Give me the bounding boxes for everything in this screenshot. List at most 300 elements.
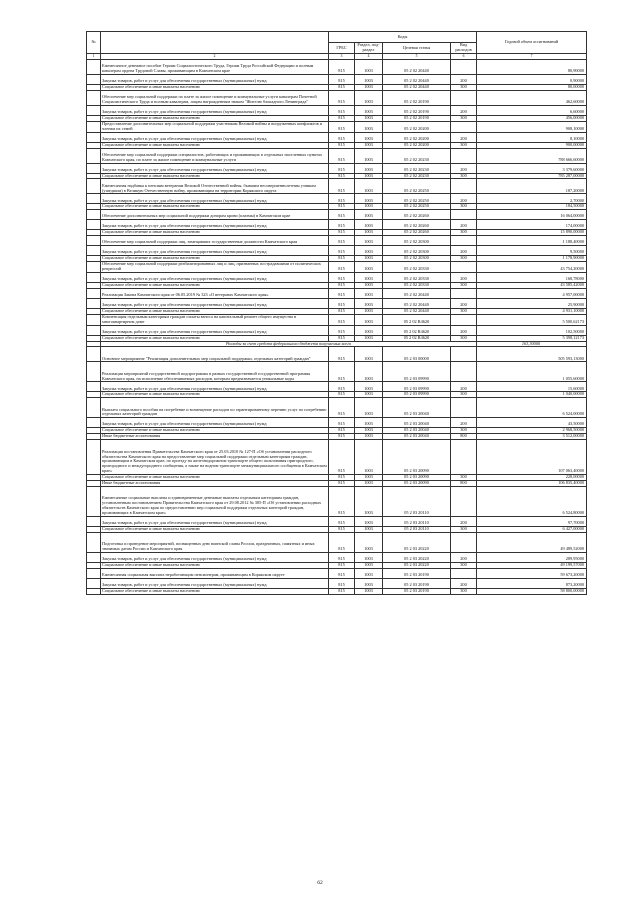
- cell-number: [87, 532, 101, 552]
- cell-expense-type: [451, 262, 477, 273]
- cell-name: Обеспечение мер социальной поддержки по плате за жилое помещение и коммунальные услуги кавалерам Почетной Социалистического Труда и полным кавалерам, лицам награжденным знаком "Жителю блокадного Ленинграда": [101, 90, 329, 105]
- cell-name: Реализация Закона Камчатского края от 06.05.2019 № 323 «О ветеранах Камчатского края»: [101, 288, 329, 298]
- cell-target-item: 05 2 03 20190: [383, 578, 451, 588]
- table-row: [87, 532, 587, 552]
- cell-razdel: 1003: [355, 194, 383, 204]
- cell-razdel: 1003: [355, 179, 383, 194]
- table-row: [87, 220, 587, 230]
- cell-grbs: 815: [329, 230, 355, 236]
- cell-amount: 16 064,00000: [477, 210, 587, 220]
- cell-amount: 1 188,40000: [477, 236, 587, 246]
- cell-target-item: 05 2 02 R4620: [383, 325, 451, 335]
- cell-grbs: 815: [329, 236, 355, 246]
- cell-target-item: 05 2 02 20440: [383, 85, 451, 91]
- cell-grbs: 815: [329, 85, 355, 91]
- cell-name: Обеспечение дополнительных мер социальной поддержки донорам крови (плазмы) в Камчатском крае: [101, 210, 329, 220]
- cell-expense-type: [451, 486, 477, 516]
- table-row: [87, 75, 587, 85]
- table-row: [87, 298, 587, 308]
- cell-target-item: 05 2 02 20440: [383, 75, 451, 85]
- cell-amount: 505 593,13000: [477, 347, 587, 362]
- cell-expense-type: [451, 121, 477, 132]
- cell-razdel: 1003: [355, 475, 383, 481]
- cell-target-item: 05 2 02 20230: [383, 163, 451, 173]
- cell-target-item: 05 2 03 20090: [383, 475, 451, 481]
- cell-expense-type: 800: [451, 481, 477, 487]
- cell-grbs: 815: [329, 325, 355, 335]
- cell-target-item: 05 2 02 20230: [383, 173, 451, 179]
- cell-expense-type: 300: [451, 308, 477, 314]
- cell-expense-type: [451, 179, 477, 194]
- cell-number: [87, 325, 101, 335]
- cell-grbs: 815: [329, 516, 355, 526]
- cell-target-item: 05 2 03 20220: [383, 562, 451, 568]
- cell-target-item: 05 2 03 00000: [383, 347, 451, 362]
- table-row: [87, 347, 587, 362]
- cell-expense-type: 200: [451, 163, 477, 173]
- cell-razdel: 1003: [355, 272, 383, 282]
- cell-name: Социальное обеспечение и иные выплаты населению: [101, 173, 329, 179]
- cell-name: Закупка товаров, работ и услуг для обеспечения государственных (муниципальных) нужд: [101, 325, 329, 335]
- table-row: [87, 90, 587, 105]
- cell-expense-type: 200: [451, 246, 477, 256]
- cell-number: [87, 75, 101, 85]
- cell-grbs: 815: [329, 282, 355, 288]
- cell-razdel: 1003: [355, 578, 383, 588]
- cell-number: [87, 362, 101, 382]
- budget-table-sheet: [86, 31, 586, 595]
- cell-razdel: 1003: [355, 115, 383, 121]
- cell-target-item: 05 2 02 20230: [383, 148, 451, 163]
- cell-target-item: 05 2 02 20330: [383, 272, 451, 282]
- cell-name: Ежемесячная надбавка к пенсиям ветеранам Великой Отечественной войны, бывшим несовершеннолетним узникам (ушедшим) в Великую Отечественную войну, проживающим на территории Корякского округа: [101, 179, 329, 194]
- cell-grbs: 815: [329, 440, 355, 475]
- cell-number: [87, 398, 101, 418]
- cell-name: Реализация мероприятий государственной подпрограммы в рамках государственной государственной программы Камчатского края, на исполнение обеспечиваемых расходов, которым предназначается уникальные коды: [101, 362, 329, 382]
- cell-number: [87, 90, 101, 105]
- table-row: [87, 163, 587, 173]
- cell-number: [87, 568, 101, 578]
- cell-target-item: 05 2 02 20260: [383, 210, 451, 220]
- cell-expense-type: 300: [451, 85, 477, 91]
- cell-name: Закупка товаров, работ и услуг для обеспечения государственных (муниципальных) нужд: [101, 163, 329, 173]
- table-row: [87, 362, 587, 382]
- cell-razdel: 1003: [355, 325, 383, 335]
- cell-razdel: 1003: [355, 552, 383, 562]
- cell-expense-type: 200: [451, 194, 477, 204]
- cell-expense-type: 300: [451, 428, 477, 434]
- table-row: [87, 552, 587, 562]
- cell-name: Закупка товаров, работ и услуг для обеспечения государственных (муниципальных) нужд: [101, 105, 329, 115]
- cell-number: [87, 440, 101, 475]
- cell-name: Социальное обеспечение и иные выплаты населению: [101, 526, 329, 532]
- cell-grbs: 815: [329, 60, 355, 75]
- cell-target-item: 05 2 02 R4620: [383, 335, 451, 341]
- cell-number: [87, 588, 101, 594]
- cell-razdel: 1003: [355, 262, 383, 273]
- cell-target-item: 05 2 03 20190: [383, 588, 451, 594]
- header-number: №: [87, 32, 101, 54]
- table-row: [87, 105, 587, 115]
- cell-amount: 43 585,42000: [477, 282, 587, 288]
- cell-target-item: 05 2 02 R4620: [383, 314, 451, 325]
- table-row: [87, 568, 587, 578]
- cell-amount: 1 040,00000: [477, 392, 587, 398]
- cell-amount: 228,00000: [477, 475, 587, 481]
- cell-amount: 2,70000: [477, 194, 587, 204]
- cell-expense-type: [451, 90, 477, 105]
- cell-target-item: 05 2 03 20110: [383, 516, 451, 526]
- cell-name: Ежемесячные социальные выплаты и единовременные денежные выплаты отдельным категориям граждан, установленным постановлением Правительства Камчатского края от 29.08.2012 № 385-П «Об установлении расходных обязательств Камчатского края по предоставлению мер социальной поддержки отдельных категорий граждан, проживающих в Камчатском крае»: [101, 486, 329, 516]
- cell-number: [87, 516, 101, 526]
- cell-number: [87, 552, 101, 562]
- cell-amount: 6 427,00000: [477, 526, 587, 532]
- cell-name: Социальное обеспечение и иные выплаты населению: [101, 115, 329, 121]
- cell-grbs: 815: [329, 568, 355, 578]
- cell-amount: 462,60000: [477, 90, 587, 105]
- cell-expense-type: 300: [451, 173, 477, 179]
- cell-target-item: 05 2 02 20250: [383, 194, 451, 204]
- table-row: [87, 440, 587, 475]
- cell-amount: 1 055,60000: [477, 362, 587, 382]
- cell-grbs: 815: [329, 347, 355, 362]
- cell-expense-type: 300: [451, 204, 477, 210]
- cell-target-item: 05 2 03 09990: [383, 392, 451, 398]
- table-row: [87, 578, 587, 588]
- cell-number: [87, 272, 101, 282]
- cell-razdel: 1003: [355, 90, 383, 105]
- table-row: [87, 236, 587, 246]
- cell-target-item: 05 2 02 20330: [383, 262, 451, 273]
- cell-amount: 456,00000: [477, 115, 587, 121]
- table-row: [87, 588, 587, 594]
- cell-expense-type: 200: [451, 105, 477, 115]
- cell-name: Социальное обеспечение и иные выплаты населению: [101, 204, 329, 210]
- cell-number: [87, 121, 101, 132]
- cell-grbs: 815: [329, 246, 355, 256]
- cell-amount: 15 890,00000: [477, 230, 587, 236]
- cell-grbs: 815: [329, 132, 355, 142]
- cell-amount: 49 489,52000: [477, 532, 587, 552]
- cell-amount: 25,90000: [477, 298, 587, 308]
- cell-target-item: 05 2 02 20190: [383, 90, 451, 105]
- cell-name: Закупка товаров, работ и услуг для обеспечения государственных (муниципальных) нужд: [101, 220, 329, 230]
- cell-razdel: 1003: [355, 428, 383, 434]
- cell-name: Закупка товаров, работ и услуг для обеспечения государственных (муниципальных) нужд: [101, 552, 329, 562]
- cell-expense-type: 300: [451, 230, 477, 236]
- cell-razdel: 1003: [355, 220, 383, 230]
- cell-target-item: 05 2 02 20200: [383, 142, 451, 148]
- cell-grbs: 815: [329, 142, 355, 148]
- cell-name: Иные бюджетные ассигнования: [101, 434, 329, 440]
- cell-name: Обеспечение мер социальной поддержки лиц, замещавших государственные должности Камчатского края: [101, 236, 329, 246]
- cell-name: Социальное обеспечение и иные выплаты населению: [101, 392, 329, 398]
- cell-amount: 43,50000: [477, 418, 587, 428]
- cell-name: Социальное обеспечение и иные выплаты населению: [101, 85, 329, 91]
- cell-target-item: 05 2 02 20300: [383, 256, 451, 262]
- cell-expense-type: 200: [451, 516, 477, 526]
- cell-grbs: 815: [329, 288, 355, 298]
- cell-amount: 49 199,57000: [477, 562, 587, 568]
- cell-expense-type: 200: [451, 382, 477, 392]
- cell-grbs: 815: [329, 210, 355, 220]
- cell-target-item: 05 2 03 20090: [383, 481, 451, 487]
- cell-name: Иные бюджетные ассигнования: [101, 481, 329, 487]
- cell-name: Подготовка и проведение мероприятий, посвященных дню воинской славы России, праздничных, памятных и иных значимых датам России и Камчатского края: [101, 532, 329, 552]
- cell-target-item: 05 2 02 20260: [383, 220, 451, 230]
- cell-amount: 0,90000: [477, 75, 587, 85]
- cell-expense-type: [451, 148, 477, 163]
- table-row: [87, 148, 587, 163]
- table-row: [87, 288, 587, 298]
- cell-target-item: 05 2 02 20300: [383, 236, 451, 246]
- cell-name: Социальное обеспечение и иные выплаты населению: [101, 308, 329, 314]
- cell-name: Социальное обеспечение и иные выплаты населению: [101, 562, 329, 568]
- cell-expense-type: 200: [451, 578, 477, 588]
- cell-amount: 1 178,90000: [477, 256, 587, 262]
- cell-target-item: 05 2 02 20190: [383, 105, 451, 115]
- cell-expense-type: 200: [451, 220, 477, 230]
- table-row: [87, 179, 587, 194]
- cell-name: Социальное обеспечение и иные выплаты населению: [101, 428, 329, 434]
- cell-razdel: 1003: [355, 246, 383, 256]
- cell-grbs: 815: [329, 173, 355, 179]
- cell-amount: 102,50000: [477, 325, 587, 335]
- cell-expense-type: 300: [451, 282, 477, 288]
- cell-number: [87, 210, 101, 220]
- cell-razdel: 1003: [355, 105, 383, 115]
- cell-razdel: 1003: [355, 532, 383, 552]
- cell-grbs: 815: [329, 362, 355, 382]
- cell-amount: 163,30000: [477, 341, 587, 347]
- cell-amount: 9,50000: [477, 246, 587, 256]
- cell-target-item: 05 2 02 20200: [383, 121, 451, 132]
- cell-expense-type: [451, 210, 477, 220]
- cell-name: Закупка товаров, работ и услуг для обеспечения государственных (муниципальных) нужд: [101, 298, 329, 308]
- cell-target-item: 05 2 03 20040: [383, 434, 451, 440]
- cell-target-item: 05 2 03 20040: [383, 428, 451, 434]
- cell-amount: 5 398,12173: [477, 335, 587, 341]
- cell-grbs: 815: [329, 90, 355, 105]
- cell-expense-type: 200: [451, 418, 477, 428]
- cell-expense-type: [451, 288, 477, 298]
- cell-target-item: 05 2 02 20190: [383, 115, 451, 121]
- cell-amount: 785 287,00000: [477, 173, 587, 179]
- cell-grbs: 815: [329, 75, 355, 85]
- cell-number: [87, 163, 101, 173]
- cell-name: Закупка товаров, работ и услуг для обеспечения государственных (муниципальных) нужд: [101, 418, 329, 428]
- cell-razdel: 1003: [355, 588, 383, 594]
- cell-expense-type: 300: [451, 475, 477, 481]
- cell-razdel: 1003: [355, 256, 383, 262]
- budget-table: [86, 31, 587, 595]
- cell-number: [87, 347, 101, 362]
- cell-name: Ежемесячная социальная выплата неработающим пенсионерам, проживающим в Корякском округе: [101, 568, 329, 578]
- cell-name: Обеспечение мер социальной поддержки специалистов, работающих и проживающих в отдельных населенных пунктах Камчатского края, по плате за жилое помещение и коммунальные услуги: [101, 148, 329, 163]
- cell-number: [87, 314, 101, 325]
- cell-target-item: 05 2 02 20200: [383, 132, 451, 142]
- cell-name: Закупка товаров, работ и услуг для обеспечения государственных (муниципальных) нужд: [101, 194, 329, 204]
- cell-expense-type: [451, 440, 477, 475]
- cell-grbs: 815: [329, 526, 355, 532]
- cell-expense-type: [451, 362, 477, 382]
- header-target-item: Целевая статья: [383, 43, 451, 54]
- header-grbs: ГРБС: [329, 43, 355, 54]
- cell-grbs: 815: [329, 382, 355, 392]
- cell-target-item: 05 2 02 20440: [383, 298, 451, 308]
- table-row: [87, 516, 587, 526]
- cell-grbs: 815: [329, 335, 355, 341]
- cell-grbs: 815: [329, 314, 355, 325]
- cell-amount: 174,00000: [477, 220, 587, 230]
- cell-amount: 43 754,20000: [477, 262, 587, 273]
- column-number: 5: [383, 54, 451, 60]
- cell-razdel: 1003: [355, 121, 383, 132]
- cell-expense-type: [451, 314, 477, 325]
- cell-razdel: 1003: [355, 85, 383, 91]
- cell-grbs: 815: [329, 308, 355, 314]
- column-number: 6: [451, 54, 477, 60]
- table-row: [87, 382, 587, 392]
- cell-name: Закупка товаров, работ и услуг для обеспечения государственных (муниципальных) нужд: [101, 516, 329, 526]
- cell-name: Предоставление дополнительных мер социальной поддержки участникам Великой войны и вооруженных конфликтов и членам их семей: [101, 121, 329, 132]
- cell-expense-type: 300: [451, 392, 477, 398]
- cell-razdel: 1003: [355, 434, 383, 440]
- cell-expense-type: 200: [451, 75, 477, 85]
- column-number: 2: [101, 54, 329, 60]
- cell-amount: 289,95000: [477, 552, 587, 562]
- cell-target-item: 05 2 02 20330: [383, 282, 451, 288]
- cell-expense-type: [451, 236, 477, 246]
- cell-razdel: 1003: [355, 481, 383, 487]
- cell-number: [87, 105, 101, 115]
- cell-number: [87, 220, 101, 230]
- cell-razdel: 1003: [355, 230, 383, 236]
- cell-amount: 59 673,20000: [477, 568, 587, 578]
- cell-name: Социальное обеспечение и иные выплаты населению: [101, 475, 329, 481]
- cell-amount: 107 063,40000: [477, 440, 587, 475]
- cell-razdel: 1003: [355, 282, 383, 288]
- cell-number: [87, 288, 101, 298]
- cell-razdel: 1003: [355, 347, 383, 362]
- cell-expense-type: 300: [451, 526, 477, 532]
- cell-name: Компенсация отдельным категориям граждан оплаты взноса на капитальный ремонт общего имущества в многоквартирном доме: [101, 314, 329, 325]
- cell-target-item: 05 2 03 20040: [383, 398, 451, 418]
- cell-number: [87, 578, 101, 588]
- table-row: [87, 60, 587, 75]
- cell-expense-type: 200: [451, 552, 477, 562]
- cell-grbs: 815: [329, 105, 355, 115]
- header-name: [101, 32, 329, 54]
- cell-amount: 2 968,50000: [477, 428, 587, 434]
- cell-grbs: 815: [329, 475, 355, 481]
- cell-grbs: 815: [329, 115, 355, 121]
- cell-amount: 15,60000: [477, 382, 587, 392]
- cell-razdel: 1003: [355, 163, 383, 173]
- cell-number: [87, 486, 101, 516]
- table-row: [87, 262, 587, 273]
- cell-amount: 4 931,10000: [477, 308, 587, 314]
- cell-grbs: 815: [329, 220, 355, 230]
- cell-target-item: 05 2 03 20110: [383, 486, 451, 516]
- cell-grbs: 815: [329, 434, 355, 440]
- cell-grbs: 815: [329, 578, 355, 588]
- table-row: [87, 272, 587, 282]
- header-expense-type: Вид расходов: [451, 43, 477, 54]
- cell-grbs: 815: [329, 194, 355, 204]
- table-row: [87, 210, 587, 220]
- cell-razdel: 1003: [355, 392, 383, 398]
- cell-expense-type: [451, 347, 477, 362]
- cell-expense-type: [451, 398, 477, 418]
- cell-grbs: 815: [329, 486, 355, 516]
- cell-amount: 3 512,00000: [477, 434, 587, 440]
- cell-grbs: 815: [329, 392, 355, 398]
- cell-amount: 908,10000: [477, 121, 587, 132]
- cell-razdel: 1003: [355, 526, 383, 532]
- table-row: [87, 325, 587, 335]
- cell-grbs: 815: [329, 398, 355, 418]
- table-row: [87, 194, 587, 204]
- header-codes: Коды: [329, 32, 477, 43]
- cell-name: Основное мероприятие "Реализация дополнительных мер социальной поддержки, отдельных категорий граждан": [101, 347, 329, 362]
- table-row: [87, 486, 587, 516]
- cell-razdel: 1003: [355, 132, 383, 142]
- cell-razdel: 1003: [355, 298, 383, 308]
- cell-amount: 187,20000: [477, 179, 587, 194]
- column-number: 4: [355, 54, 383, 60]
- cell-grbs: 815: [329, 418, 355, 428]
- cell-grbs: 815: [329, 179, 355, 194]
- cell-expense-type: 300: [451, 115, 477, 121]
- cell-name: Закупка товаров, работ и услуг для обеспечения государственных (муниципальных) нужд: [101, 272, 329, 282]
- header-razdel: Раздел, под-раздел: [355, 43, 383, 54]
- cell-target-item: 05 2 02 20250: [383, 204, 451, 210]
- cell-name: Реализация постановления Правительства Камчатского края от 25.03.2010 № 127-П «Об установлении расходного обязательства Камчатского края на предоставление мер социальной поддержки отдельным категориям граждан, проживающим в Камчатском крае, по проезду на железнодорожном транспорте общего пользования пригородного, пригородного и междугороднего сообщения, а также на водном транспорте межмуниципального сообщения в Камчатском крае»: [101, 440, 329, 475]
- cell-number: [87, 148, 101, 163]
- cell-target-item: 05 2 03 20220: [383, 532, 451, 552]
- cell-number: [87, 132, 101, 142]
- cell-target-item: 05 2 02 20300: [383, 246, 451, 256]
- cell-target-item: 05 2 02 20440: [383, 308, 451, 314]
- cell-grbs: 815: [329, 588, 355, 594]
- cell-razdel: 1003: [355, 60, 383, 75]
- cell-expense-type: [451, 532, 477, 552]
- table-body: [87, 60, 587, 595]
- cell-razdel: 1003: [355, 562, 383, 568]
- cell-amount: 4 957,00000: [477, 288, 587, 298]
- table-row: [87, 132, 587, 142]
- cell-razdel: 1003: [355, 288, 383, 298]
- cell-expense-type: 200: [451, 325, 477, 335]
- cell-expense-type: 200: [451, 298, 477, 308]
- cell-razdel: 1003: [355, 382, 383, 392]
- table-row: [87, 246, 587, 256]
- cell-name: Закупка товаров, работ и услуг для обеспечения государственных (муниципальных) нужд: [101, 382, 329, 392]
- cell-grbs: 815: [329, 272, 355, 282]
- cell-number: [87, 179, 101, 194]
- cell-number: [87, 194, 101, 204]
- cell-grbs: 815: [329, 552, 355, 562]
- cell-name: Социальное обеспечение и иные выплаты населению: [101, 588, 329, 594]
- cell-expense-type: [451, 60, 477, 75]
- cell-razdel: 1003: [355, 308, 383, 314]
- cell-grbs: 815: [329, 481, 355, 487]
- cell-target-item: 05 2 03 20190: [383, 568, 451, 578]
- table-row: [87, 398, 587, 418]
- cell-amount: 788 666,60000: [477, 148, 587, 163]
- cell-name: Социальное обеспечение и иные выплаты населению: [101, 256, 329, 262]
